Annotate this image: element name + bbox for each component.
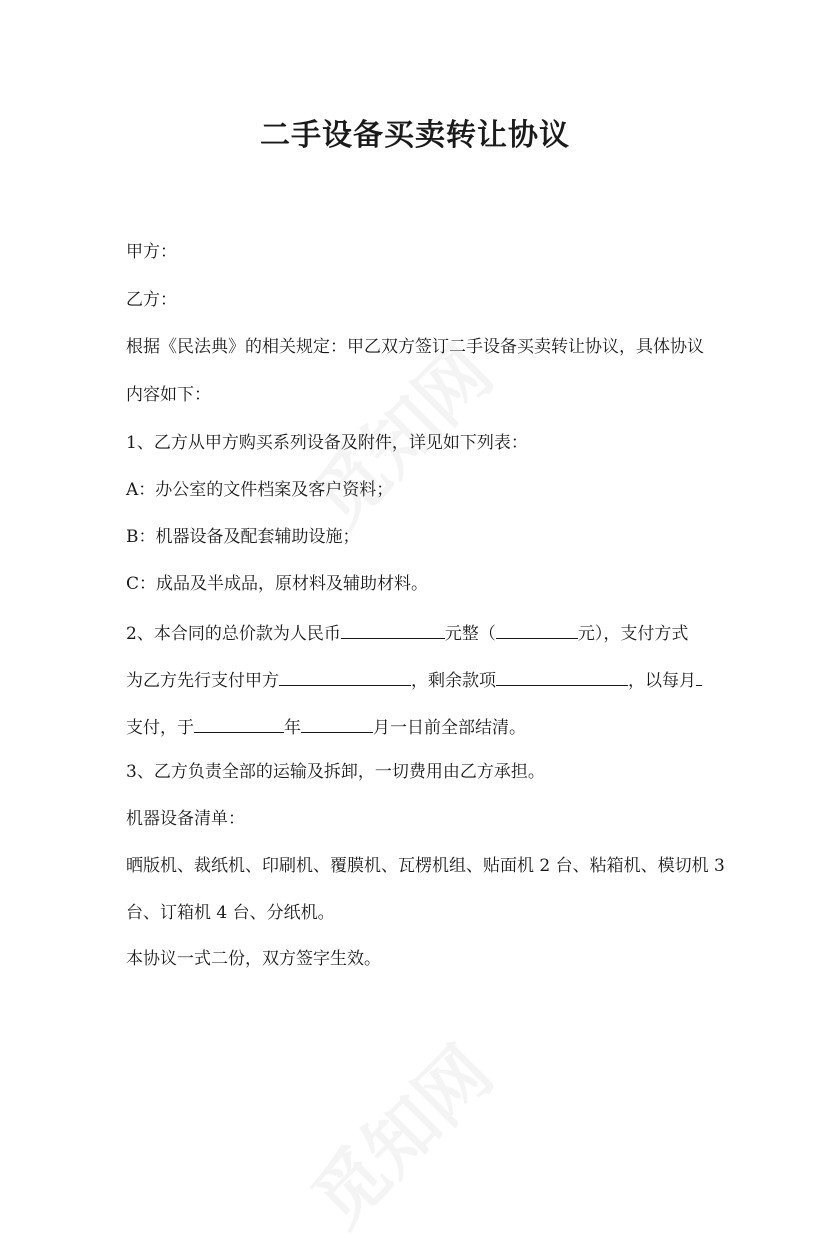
clause-2-text: 元），支付方式 xyxy=(577,624,689,644)
clause-2-text: 为乙方先行支付甲方 xyxy=(126,671,279,691)
intro-paragraph-line: 内容如下： xyxy=(126,385,211,405)
clause-2-text: ，剩余款项 xyxy=(411,671,496,691)
document-title: 二手设备买卖转让协议 xyxy=(260,118,570,153)
clause-2-text: 2、本合同的总价款为人民币 xyxy=(126,624,341,644)
clause-2-text: 年 xyxy=(284,718,301,738)
price-blank-field[interactable] xyxy=(341,621,445,639)
clause-1: 1、乙方从甲方购买系列设备及附件，详见如下列表： xyxy=(126,433,528,453)
watermark xyxy=(285,1019,511,1245)
month-blank-field[interactable] xyxy=(301,715,373,733)
clause-2-text: 元整（ xyxy=(444,624,496,644)
clause-2-text: 支付，于 xyxy=(126,718,194,738)
down-payment-blank-field[interactable] xyxy=(279,668,411,686)
party-a-label: 甲方： xyxy=(126,242,177,262)
year-blank-field[interactable] xyxy=(194,715,284,733)
list-item-b: B：机器设备及配套辅助设施； xyxy=(126,527,360,547)
price-number-blank-field[interactable] xyxy=(496,621,578,639)
clause-2-line xyxy=(126,715,526,738)
monthly-amount-blank-field[interactable] xyxy=(696,668,702,686)
intro-paragraph-line: 根据《民法典》的相关规定：甲乙双方签订二手设备买卖转让协议，具体协议 xyxy=(126,337,704,357)
equipment-heading: 机器设备清单： xyxy=(126,809,245,829)
list-item-c: C：成品及半成品，原材料及辅助材料。 xyxy=(126,574,429,594)
clause-2-line xyxy=(126,621,688,644)
clause-3: 3、乙方负责全部的运输及拆卸，一切费用由乙方承担。 xyxy=(126,762,545,782)
list-item-a: A：办公室的文件档案及客户资料； xyxy=(126,480,394,500)
closing-statement: 本协议一式二份，双方签字生效。 xyxy=(126,949,381,969)
remaining-balance-blank-field[interactable] xyxy=(496,668,628,686)
equipment-list-line: 晒版机、裁纸机、印刷机、覆膜机、瓦楞机组、贴面机 2 台、粘箱机、模切机 3 xyxy=(126,856,725,876)
clause-2-text: 月一日前全部结清。 xyxy=(373,718,526,738)
party-b-label: 乙方： xyxy=(126,290,177,310)
clause-2-text: ，以每月 xyxy=(628,671,696,691)
equipment-list-line: 台、订箱机 4 台、分纸机。 xyxy=(126,903,335,923)
clause-2-line xyxy=(126,668,702,691)
